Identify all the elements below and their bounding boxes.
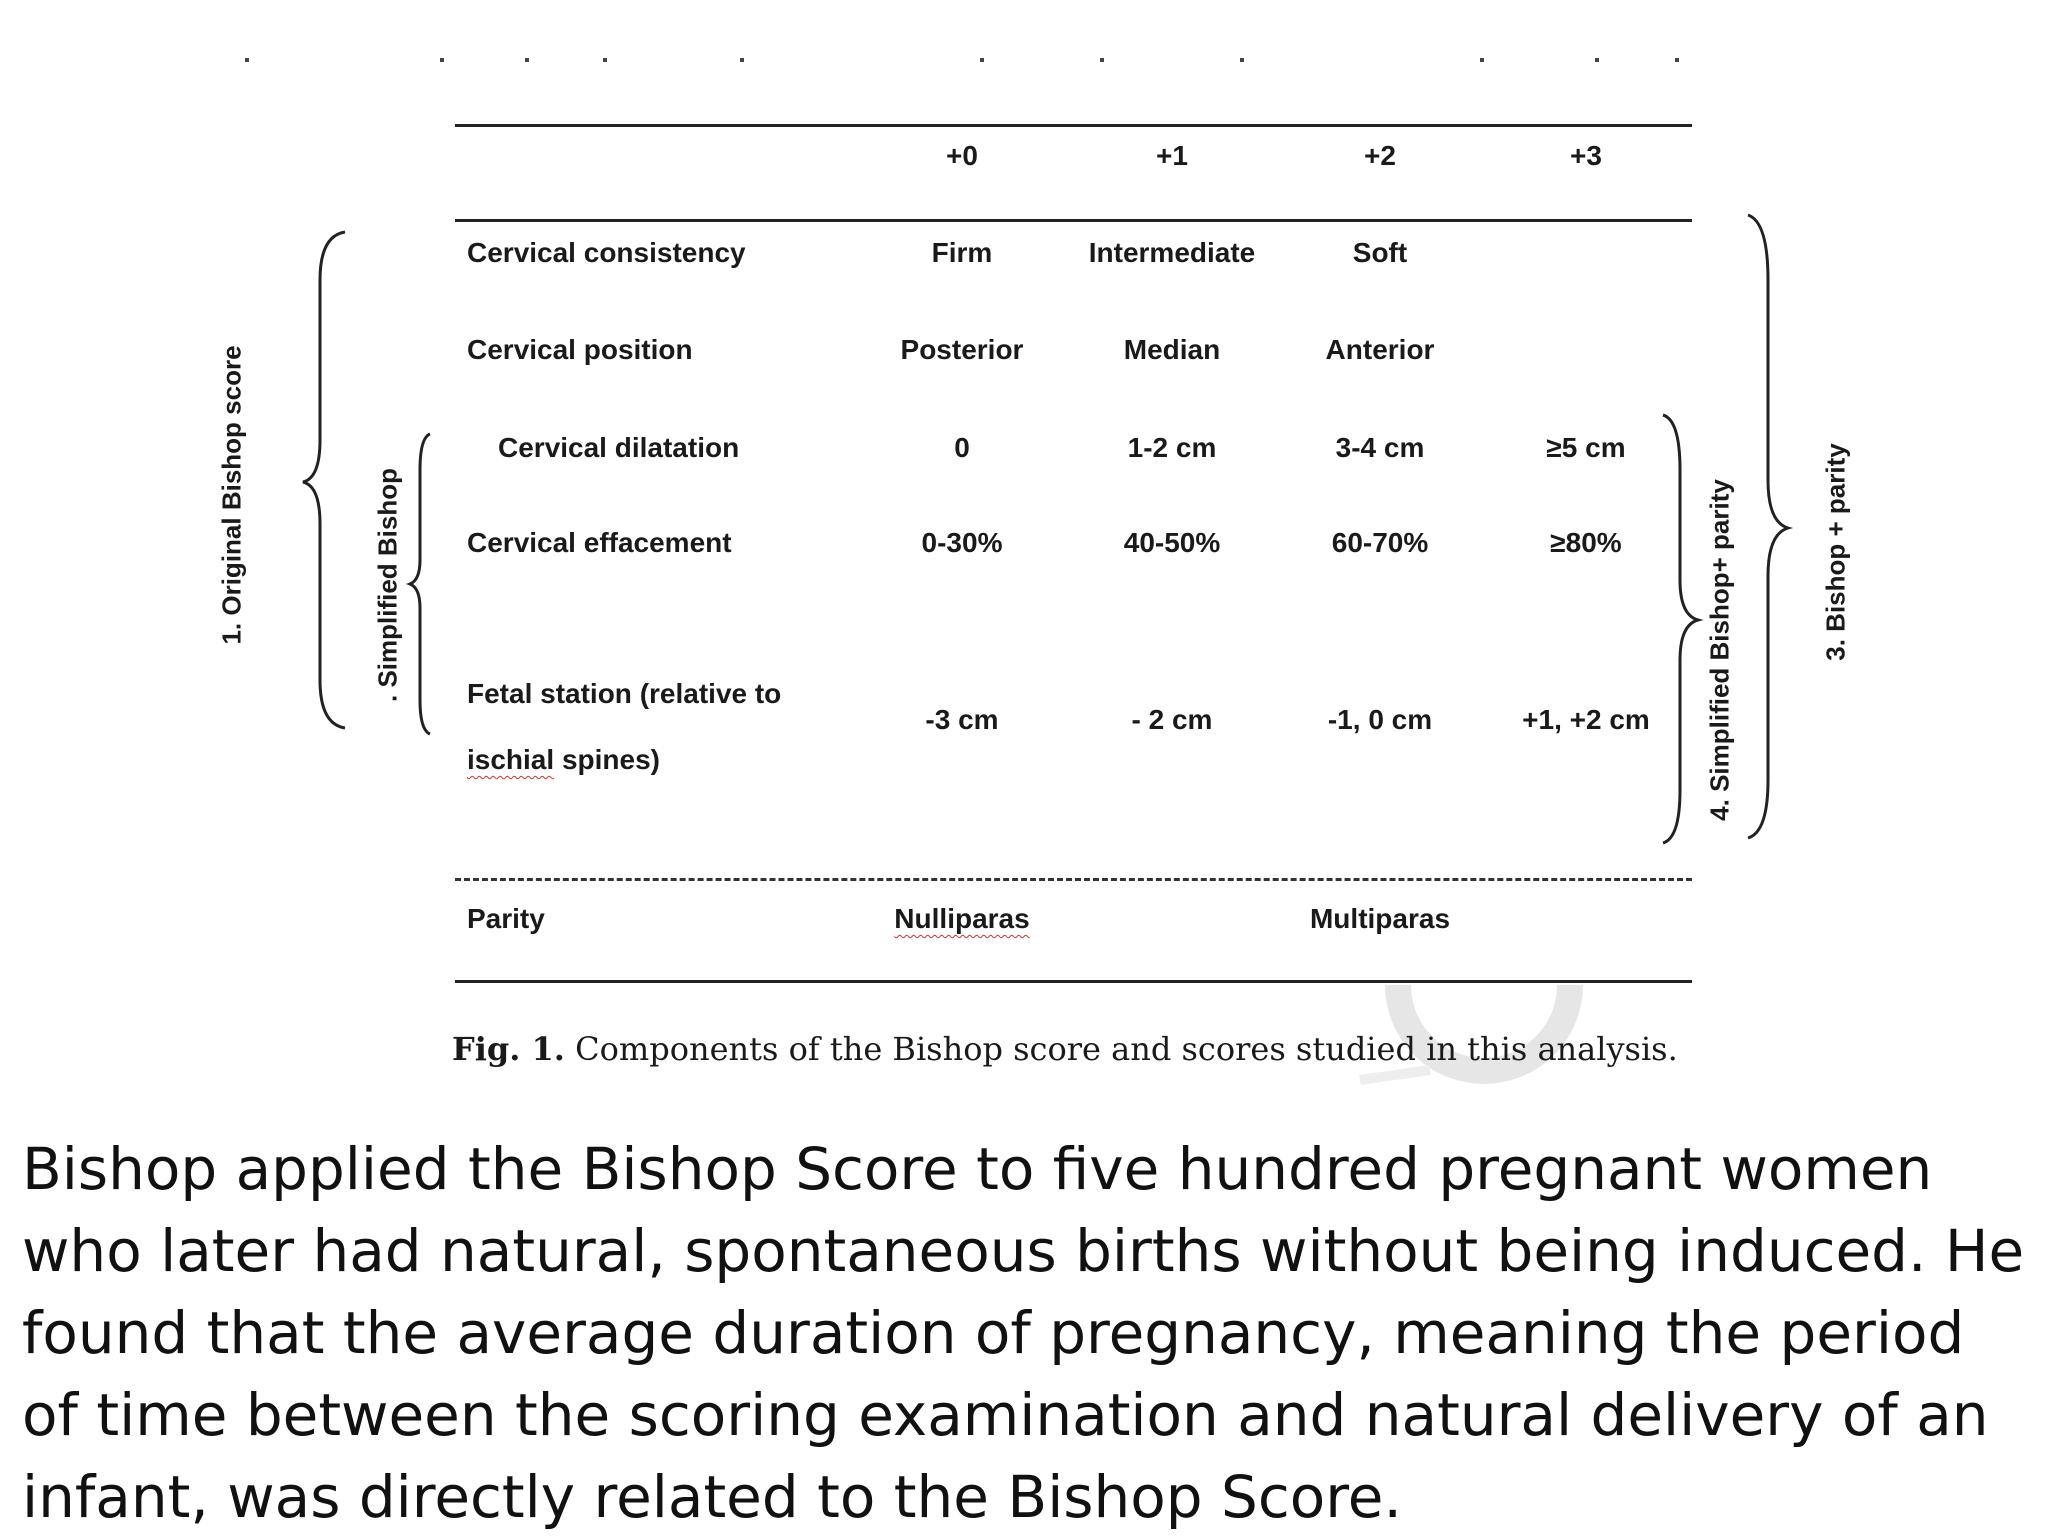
- label-simplified-bishop: . Simplified Bishop: [372, 467, 403, 703]
- cell-effacement-3: ≥80%: [1550, 527, 1622, 558]
- column-header-1: +1: [1156, 140, 1188, 171]
- spellcheck-word: ischial: [467, 744, 555, 775]
- row-label-effacement: Cervical effacement: [467, 527, 732, 558]
- cell-parity-multiparas: Multiparas: [1309, 903, 1451, 934]
- brace-bishop-parity: [1748, 215, 1788, 838]
- cell-consistency-1: Intermediate: [1088, 237, 1256, 268]
- cell-dilatation-1: 1-2 cm: [1127, 432, 1217, 463]
- cell-position-0: Posterior: [900, 334, 1024, 365]
- brace-simplified-bishop: [410, 434, 430, 734]
- cell-effacement-1: 40-50%: [1123, 527, 1221, 558]
- cell-fetal-3: +1, +2 cm: [1522, 704, 1650, 735]
- brace-simplified-parity: [1663, 415, 1698, 843]
- figure-caption-label: Fig. 1.: [452, 1030, 565, 1068]
- cell-dilatation-3: ≥5 cm: [1546, 432, 1626, 463]
- column-header-0: +0: [946, 140, 978, 171]
- row-label-fetal-station-rest: spines): [554, 744, 660, 775]
- cell-dilatation-0: 0: [954, 432, 970, 463]
- cell-effacement-0: 0-30%: [921, 527, 1003, 558]
- cell-consistency-2: Soft: [1352, 237, 1408, 268]
- row-label-parity: Parity: [467, 903, 545, 934]
- label-bishop-plus-parity: 3. Bishop + parity: [1820, 443, 1851, 661]
- figure-caption: [452, 1030, 1678, 1068]
- brace-original-bishop: [303, 232, 345, 728]
- cell-fetal-2: -1, 0 cm: [1327, 704, 1433, 735]
- cell-fetal-1: - 2 cm: [1131, 704, 1213, 735]
- figure-caption-text: Components of the Bishop score and scores studied in this analysis.: [564, 1030, 1678, 1068]
- label-simplified-bishop-parity: 4. Simplified Bishop+ parity: [1704, 479, 1735, 821]
- label-original-bishop-score: 1. Original Bishop score: [216, 345, 247, 645]
- spellcheck-word: Nulliparas: [894, 903, 1030, 934]
- cell-effacement-2: 60-70%: [1331, 527, 1429, 558]
- row-label-consistency: Cervical consistency: [467, 237, 746, 268]
- column-header-3: +3: [1570, 140, 1602, 171]
- body-paragraph: Bishop applied the Bishop Score to five hundred pregnant women who later had natural, spontaneous births without being induced. He found that the average duration of pregnancy, meaning the period of time between the scoring examination and natural delivery of an infant, was directly related to the Bishop Score.: [22, 1135, 2025, 1531]
- cell-consistency-0: Firm: [931, 237, 993, 268]
- row-label-dilatation: Cervical dilatation: [498, 432, 740, 463]
- column-header-2: +2: [1364, 140, 1396, 171]
- cell-fetal-0: -3 cm: [925, 704, 999, 735]
- cell-position-1: Median: [1123, 334, 1221, 365]
- cell-dilatation-2: 3-4 cm: [1335, 432, 1425, 463]
- cell-position-2: Anterior: [1325, 334, 1435, 365]
- row-label-position: Cervical position: [467, 334, 693, 365]
- row-label-fetal-station: Fetal station (relative to: [467, 678, 782, 709]
